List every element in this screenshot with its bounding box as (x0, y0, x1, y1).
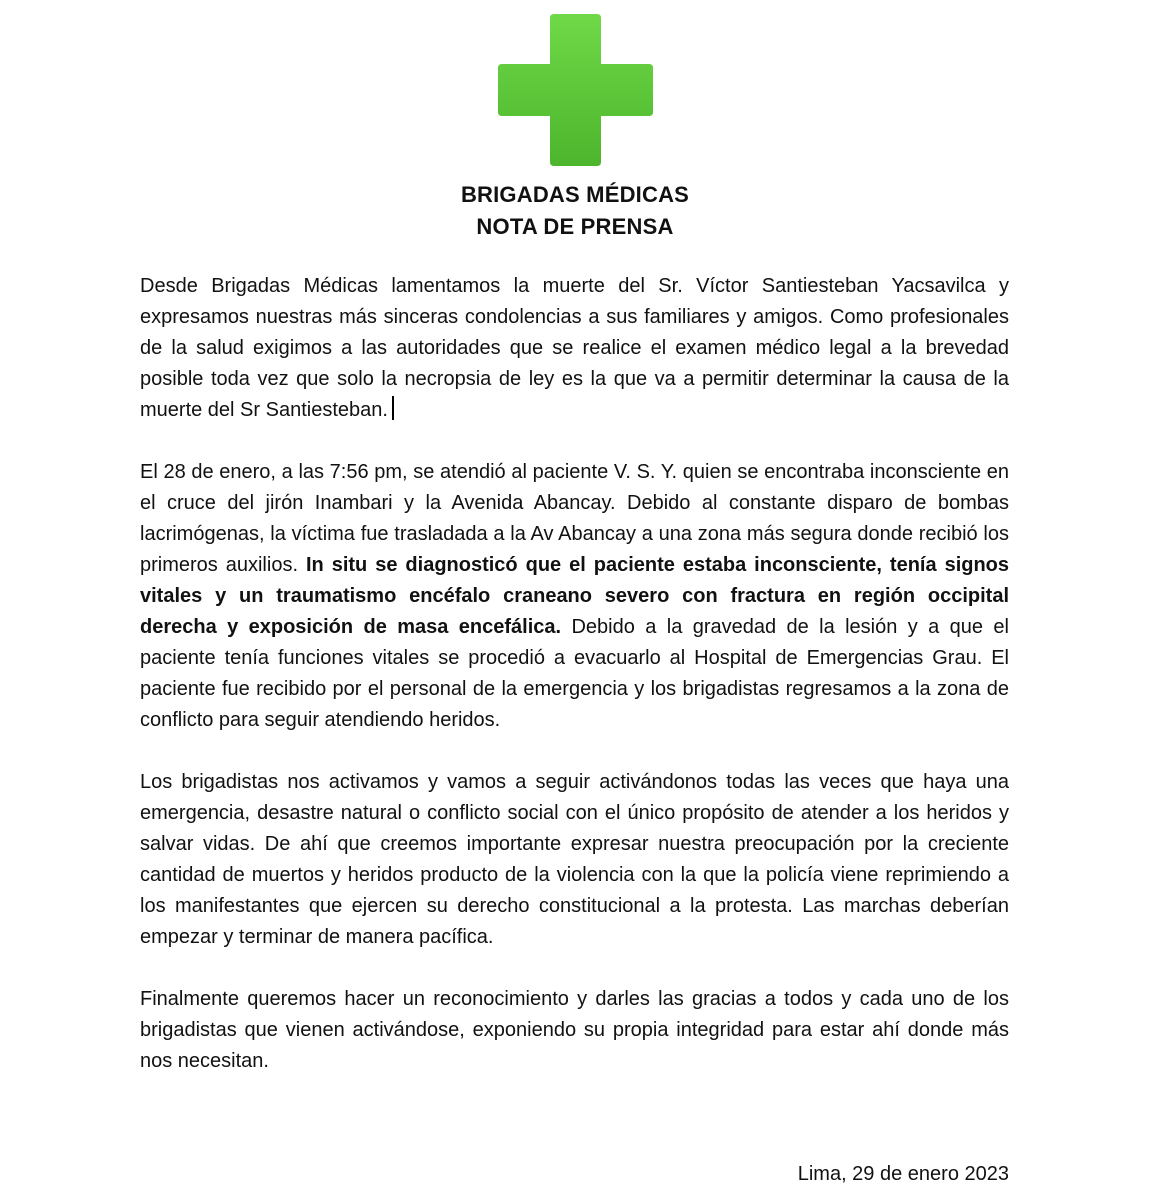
paragraph-4: Finalmente queremos hacer un reconocimiento y darles las gracias a todos y cada uno de los brigadistas que vienen activándose, exponiendo su propia integridad para estar ahí donde más nos necesitan. (140, 988, 1009, 1072)
document-body (140, 271, 1009, 1077)
text-cursor (392, 396, 394, 420)
place-date: Lima, 29 de enero 2023 (797, 1163, 1009, 1185)
green-cross-icon (498, 14, 653, 166)
paragraph-2-bold: In situ se diagnosticó que el paciente estaba inconsciente, tenía signos vitales y un traumatismo encéfalo craneano severo con fractura en región occipital derecha y exposición de masa encefálica. (140, 554, 1010, 638)
paragraph-1-text: Desde Brigadas Médicas lamentamos la muerte del Sr. Víctor Santiesteban Yacsavilca y expresamos nuestras más sinceras condolencias a sus familiares y amigos. Como profesionales de la salud exigimos a las autoridades que se realice el examen médico legal a la brevedad posible toda vez que solo la necropsia de ley es la que va a permitir determinar la causa de la muerte del Sr Santiesteban. (140, 275, 1009, 421)
paragraph-2-rest: Debido a la gravedad de la lesión y a que el paciente tenía funciones vitales se procedió a evacuarlo al Hospital de Emergencias Grau. El paciente fue recibido por el personal de la emergencia y los brigadistas regresamos a la zona de conflicto para seguir atendiendo heridos. (140, 616, 1009, 731)
document-title: BRIGADAS MÉDICAS (460, 182, 690, 207)
paragraph-1 (140, 271, 1009, 426)
document-subtitle: NOTA DE PRENSA (476, 214, 674, 239)
paragraph-2-intro: El 28 de enero, a las 7:56 pm, se atendió al paciente V. S. Y. quien se encontraba inconsciente en el cruce del jirón Inambari y la Avenida Abancay. Debido al constante disparo de bombas lacrimógenas, la víctima fue trasladada a la Av Abancay a una zona más segura donde recibió los primeros auxilios. (140, 461, 1009, 576)
paragraph-3: Los brigadistas nos activamos y vamos a seguir activándonos todas las veces que haya una emergencia, desastre natural o conflicto social con el único propósito de atender a los heridos y salvar vidas. De ahí que creemos importante expresar nuestra preocupación por la creciente cantidad de muertos y heridos producto de la violencia con la que la policía viene reprimiendo a los manifestantes que ejercen su derecho constitucional a la protesta. Las marchas deberían empezar y terminar de manera pacífica. (140, 771, 1009, 948)
paragraph-2 (140, 457, 1009, 736)
